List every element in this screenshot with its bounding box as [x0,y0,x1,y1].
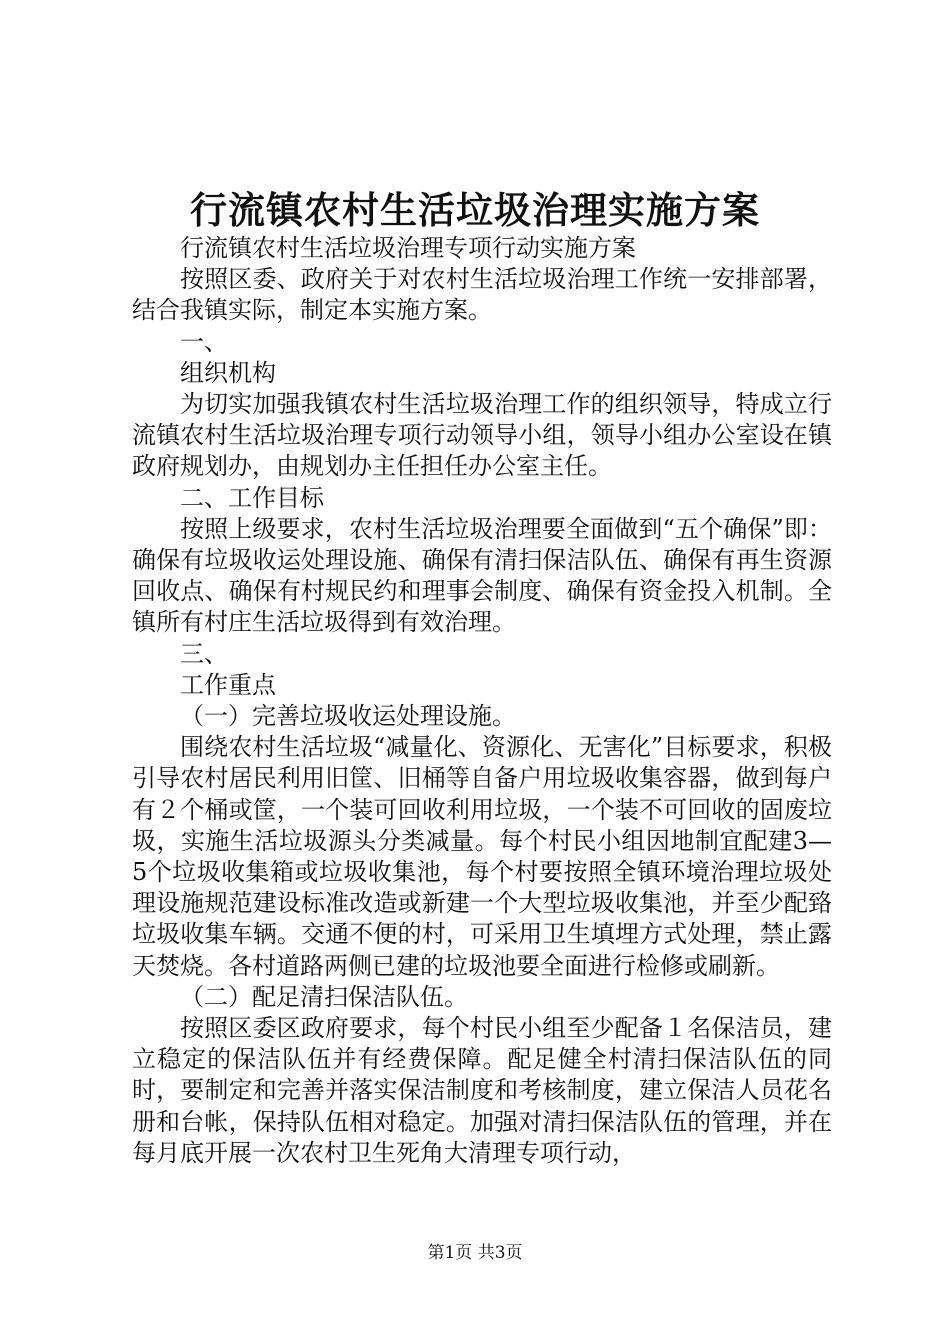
section-heading-organization: 组织机构 [180,358,276,387]
section-heading-focus: 工作重点 [180,670,276,699]
page-footer: 第1页 共3页 [427,1243,523,1263]
cleaning-team-paragraph: 按照区委区政府要求，每个村民小组至少配备１名保洁员，建立稳定的保洁队伍并有经费保障。配足健全村清扫保洁队伍的同时，要制定和完善并落实保洁制度和考核制度，建立保洁人员花名册和台帐，保持队伍相对稳定。加强对清扫保洁队伍的管理，并在每月底开展一次农村卫生死角大清理专项行动， [132,1014,832,1167]
subtitle-paragraph: 行流镇农村生活垃圾治理专项行动实施方案 [180,234,636,262]
organization-paragraph: 为切实加强我镇农村生活垃圾治理工作的组织领导，特成立行流镇农村生活垃圾治理专项行动领导小组，领导小组办公室设在镇政府规划办，由规划办主任担任办公室主任。 [132,390,832,481]
document-body [132,233,832,1169]
goals-paragraph: 按照上级要求，农村生活垃圾治理要全面做到“五个确保”即：确保有垃圾收运处理设施、确保有清扫保洁队伍、确保有再生资源回收点、确保有村规民约和理事会制度、确保有资金投入机制。全镇所有村庄生活垃圾得到有效治理。 [132,514,832,637]
section-heading-goals: 二、工作目标 [180,483,324,512]
intro-paragraph: 按照区委、政府关于对农村生活垃圾治理工作统一安排部署，结合我镇实际，制定本实施方案。 [132,265,832,325]
facilities-paragraph: 围绕农村生活垃圾“减量化、资源化、无害化”目标要求，积极引导农村居民利用旧筐、旧桶等自备户用垃圾收集容器，做到每户有２个桶或筐，一个装可回收利用垃圾，一个装不可回收的固废垃圾，实施生活垃圾源头分类减量。每个村民小组因地制宜配建3—5个垃圾收集箱或垃圾收集池，每个村要按照全镇环境治理垃圾处理设施规范建设标准改造或新建一个大型垃圾收集池，并至少配臵垃圾收集车辆。交通不便的村，可采用卫生填埋方式处理，禁止露天焚烧。各村道路两侧已建的垃圾池要全面进行检修或刷新。 [132,733,832,980]
subsection-heading-facilities: （一）完善垃圾收运处理设施。 [180,702,516,731]
subsection-heading-cleaning-team: （二）配足清扫保洁队伍。 [180,982,468,1011]
section-number-3: 三、 [180,639,228,668]
document-title: 行流镇农村生活垃圾治理实施方案 [190,188,760,232]
section-number-1: 一、 [180,327,228,356]
